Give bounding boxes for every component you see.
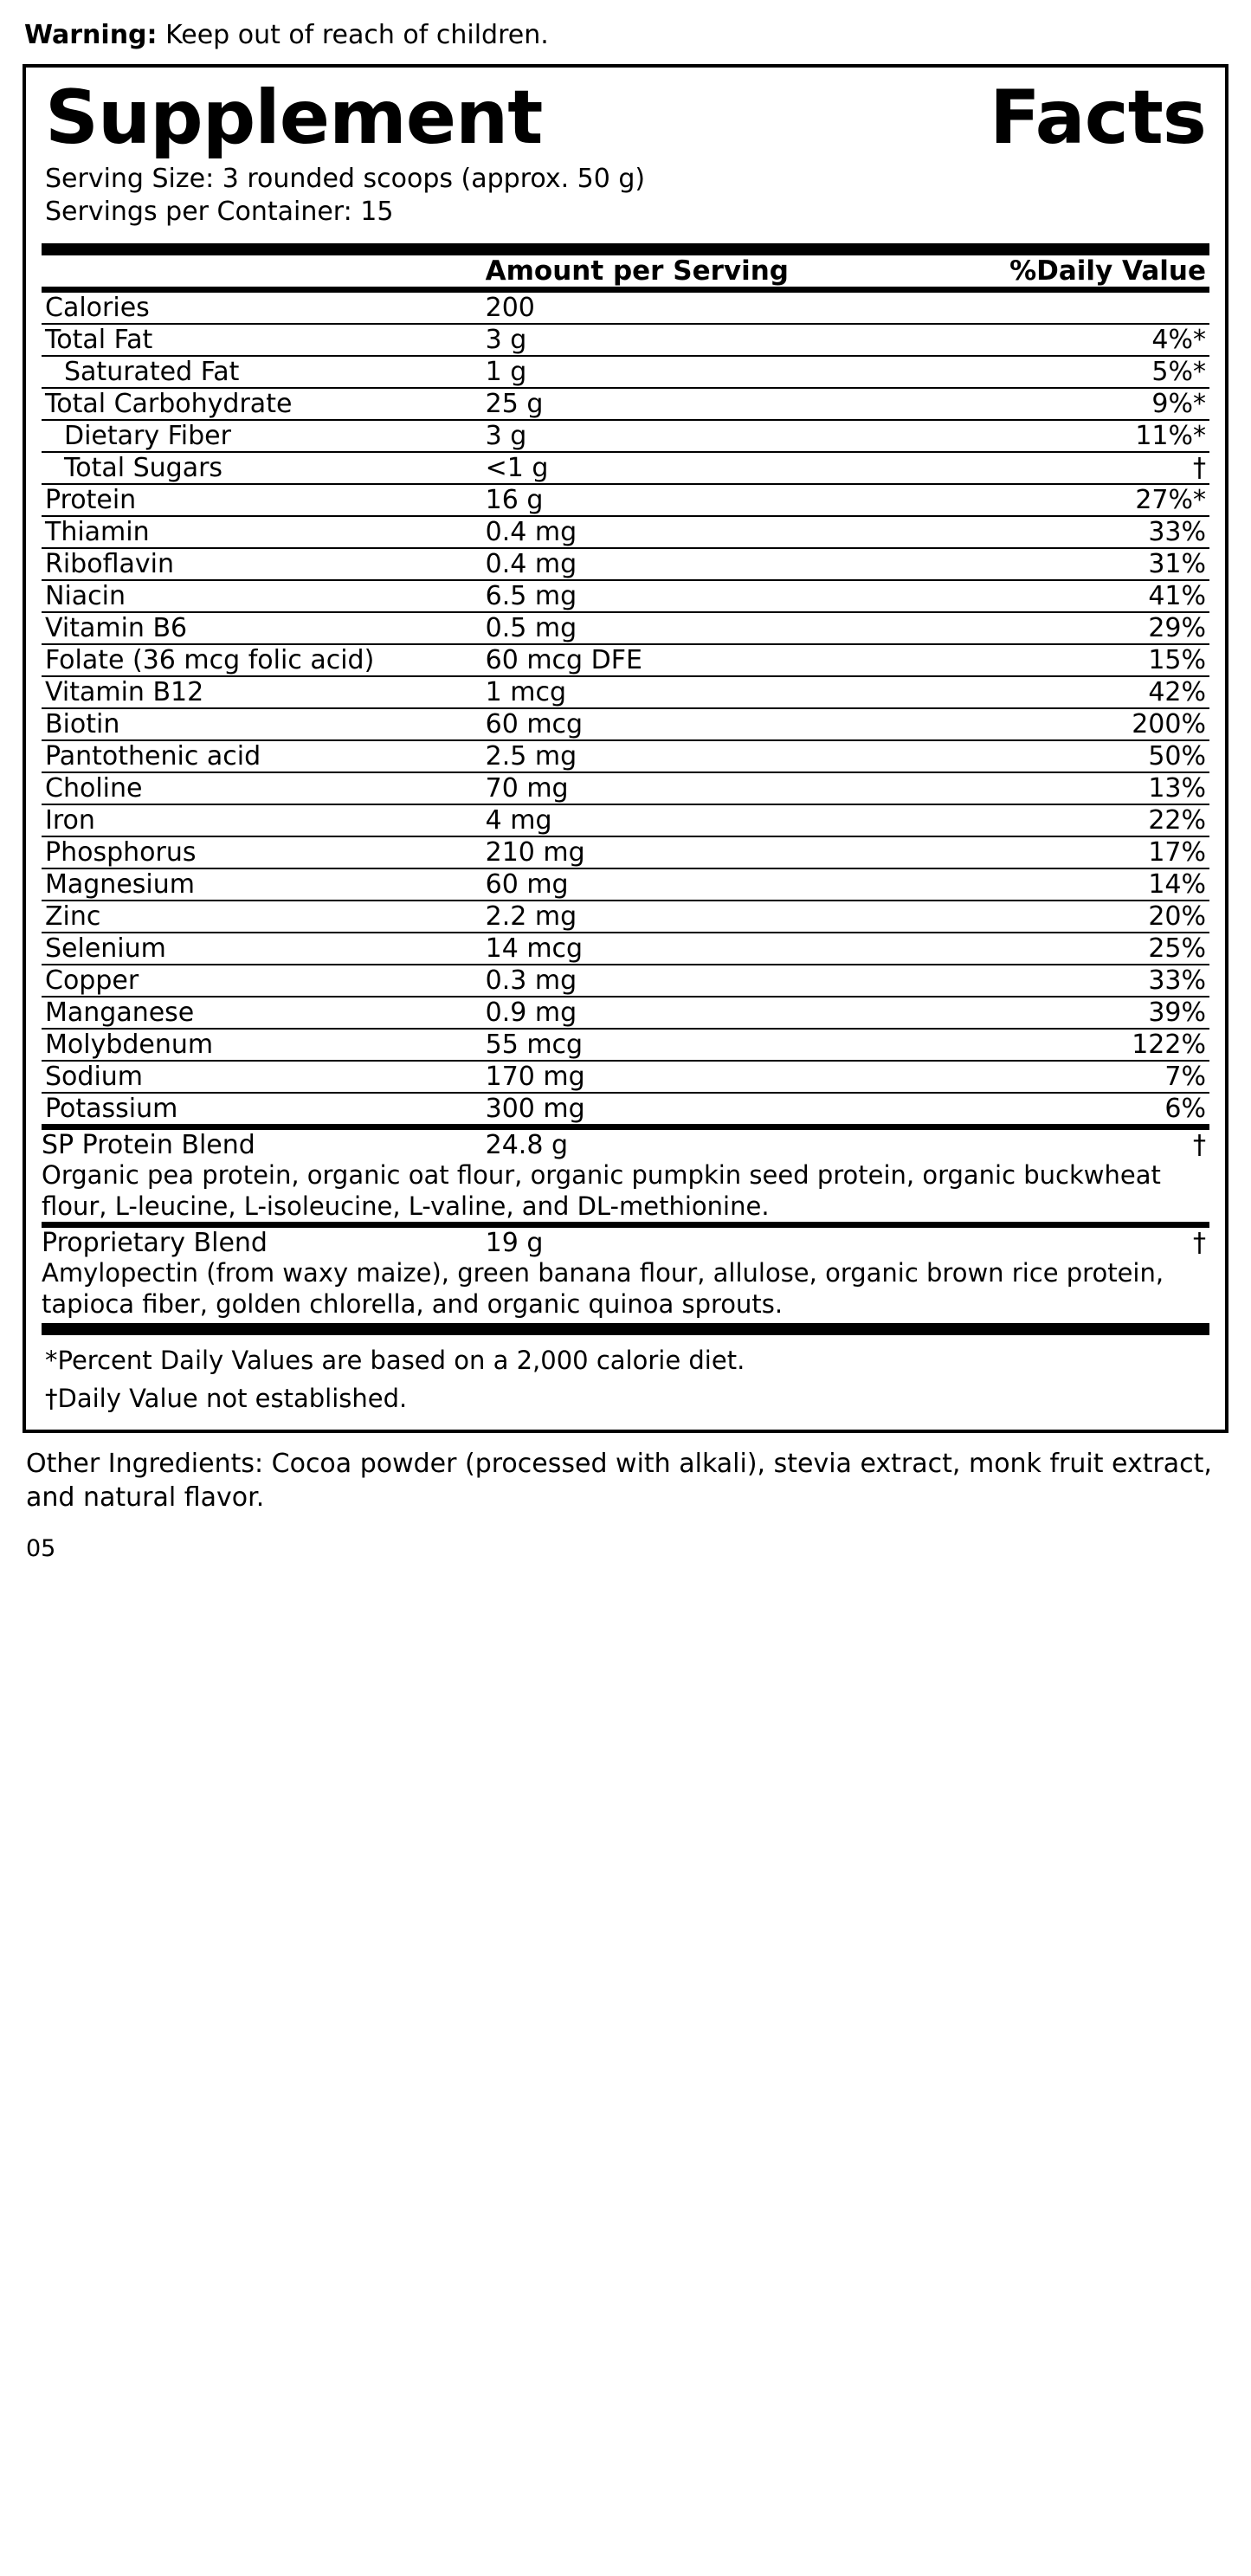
warning-line	[24, 19, 1228, 52]
table-header-row	[42, 255, 1209, 287]
nutrient-amount: 16 g	[486, 484, 883, 516]
nutrient-name: Iron	[42, 804, 486, 836]
nutrient-daily-value: 25%	[882, 933, 1209, 965]
nutrient-name: Sodium	[42, 1061, 486, 1093]
nutrient-amount: 2.2 mg	[486, 901, 883, 933]
nutrient-amount: 3 g	[486, 420, 883, 452]
nutrient-name: Zinc	[42, 901, 486, 933]
nutrient-name: Dietary Fiber	[42, 420, 486, 452]
nutrient-name: Total Sugars	[42, 452, 486, 484]
blend-ingredients-row	[42, 1258, 1209, 1320]
panel-title	[42, 76, 1209, 164]
table-row	[42, 997, 1209, 1029]
table-row	[42, 772, 1209, 804]
nutrient-name: Copper	[42, 965, 486, 997]
nutrient-daily-value: 33%	[882, 965, 1209, 997]
panel-title-left: Supplement	[45, 74, 543, 161]
nutrient-daily-value: †	[882, 452, 1209, 484]
nutrient-amount: 0.4 mg	[486, 516, 883, 548]
nutrient-rows-table	[42, 293, 1209, 1124]
table-row	[42, 580, 1209, 612]
nutrient-daily-value	[882, 293, 1209, 324]
nutrient-amount: 2.5 mg	[486, 740, 883, 772]
nutrient-daily-value: 20%	[882, 901, 1209, 933]
nutrient-daily-value: 5%*	[882, 356, 1209, 388]
servings-per-container: Servings per Container: 15	[45, 196, 394, 227]
nutrient-daily-value: 9%*	[882, 388, 1209, 420]
table-row	[42, 965, 1209, 997]
nutrient-name: Vitamin B12	[42, 676, 486, 708]
nutrient-daily-value: 39%	[882, 997, 1209, 1029]
table-row	[42, 708, 1209, 740]
table-row	[42, 293, 1209, 324]
warning-label: Warning:	[24, 20, 158, 50]
nutrient-amount: 0.3 mg	[486, 965, 883, 997]
blend-header-row	[42, 1225, 1209, 1259]
blend-ingredients: Organic pea protein, organic oat flour, organic pumpkin seed protein, organic buckwheat flour, L-leucine, L-isoleucine, L-valine, and DL-methionine.	[42, 1160, 1161, 1221]
divider-thick-bottom	[42, 1323, 1209, 1335]
nutrient-name: Total Carbohydrate	[42, 388, 486, 420]
nutrient-daily-value: 4%*	[882, 324, 1209, 356]
nutrient-name: Potassium	[42, 1093, 486, 1124]
nutrient-amount: 1 g	[486, 356, 883, 388]
nutrient-daily-value: 27%*	[882, 484, 1209, 516]
nutrient-amount: 3 g	[486, 324, 883, 356]
table-row	[42, 356, 1209, 388]
nutrient-daily-value: 29%	[882, 612, 1209, 644]
table-row	[42, 420, 1209, 452]
nutrient-daily-value: 15%	[882, 644, 1209, 676]
nutrient-daily-value: 11%*	[882, 420, 1209, 452]
divider-thick-top	[42, 243, 1209, 255]
footnote-dv-not-established: †Daily Value not established.	[45, 1383, 408, 1413]
page-number: 05	[26, 1535, 56, 1563]
nutrient-daily-value: 41%	[882, 580, 1209, 612]
blend-name: SP Protein Blend	[42, 1127, 486, 1161]
table-row	[42, 804, 1209, 836]
nutrient-name: Niacin	[42, 580, 486, 612]
nutrient-daily-value: 31%	[882, 548, 1209, 580]
table-row	[42, 933, 1209, 965]
table-row	[42, 868, 1209, 901]
nutrient-name: Saturated Fat	[42, 356, 486, 388]
nutrient-amount: 0.9 mg	[486, 997, 883, 1029]
table-row	[42, 676, 1209, 708]
nutrient-amount: 1 mcg	[486, 676, 883, 708]
blend-daily-value: †	[882, 1127, 1209, 1161]
nutrient-name: Molybdenum	[42, 1029, 486, 1061]
nutrient-name: Selenium	[42, 933, 486, 965]
blend-header-row	[42, 1127, 1209, 1161]
nutrient-amount: 60 mcg DFE	[486, 644, 883, 676]
nutrient-amount: 14 mcg	[486, 933, 883, 965]
table-row	[42, 644, 1209, 676]
nutrient-amount: 4 mg	[486, 804, 883, 836]
nutrient-daily-value: 33%	[882, 516, 1209, 548]
panel-title-right: Facts	[989, 74, 1206, 161]
table-row	[42, 484, 1209, 516]
nutrient-name: Total Fat	[42, 324, 486, 356]
other-ingredients: Other Ingredients: Cocoa powder (processed with alkali), stevia extract, monk fruit extract, and natural flavor.	[26, 1449, 1212, 1514]
blend-ingredients: Amylopectin (from waxy maize), green banana flour, allulose, organic brown rice protein, tapioca fiber, golden chlorella, and organic quinoa sprouts.	[42, 1258, 1164, 1319]
footnotes	[42, 1335, 1209, 1417]
nutrient-daily-value: 6%	[882, 1093, 1209, 1124]
nutrient-name: Folate (36 mcg folic acid)	[42, 644, 486, 676]
table-row	[42, 324, 1209, 356]
table-row	[42, 388, 1209, 420]
footnote-daily-values: *Percent Daily Values are based on a 2,000 calorie diet.	[45, 1345, 745, 1375]
nutrient-name: Protein	[42, 484, 486, 516]
nutrient-name: Choline	[42, 772, 486, 804]
serving-size: Serving Size: 3 rounded scoops (approx. 50 g)	[45, 164, 646, 195]
nutrient-daily-value: 42%	[882, 676, 1209, 708]
nutrient-amount: 210 mg	[486, 836, 883, 868]
nutrient-amount: 55 mcg	[486, 1029, 883, 1061]
table-row	[42, 452, 1209, 484]
nutrient-daily-value: 13%	[882, 772, 1209, 804]
blend-ingredients-row	[42, 1160, 1209, 1224]
nutrient-amount: 70 mg	[486, 772, 883, 804]
nutrient-name: Biotin	[42, 708, 486, 740]
nutrient-daily-value: 7%	[882, 1061, 1209, 1093]
nutrient-name: Calories	[45, 293, 150, 324]
table-row	[42, 516, 1209, 548]
nutrient-daily-value: 200%	[882, 708, 1209, 740]
header-blank	[42, 255, 486, 287]
nutrient-name: Thiamin	[42, 516, 486, 548]
table-row	[42, 836, 1209, 868]
nutrient-daily-value: 17%	[882, 836, 1209, 868]
nutrient-name: Pantothenic acid	[42, 740, 486, 772]
table-row	[42, 1029, 1209, 1061]
nutrient-daily-value: 50%	[882, 740, 1209, 772]
nutrient-name: Vitamin B6	[42, 612, 486, 644]
table-row	[42, 1093, 1209, 1124]
blend-daily-value: †	[882, 1225, 1209, 1259]
blend-amount: 19 g	[486, 1225, 883, 1259]
warning-text: Keep out of reach of children.	[157, 20, 549, 50]
nutrient-amount: 6.5 mg	[486, 580, 883, 612]
nutrient-amount: 60 mg	[486, 868, 883, 901]
nutrition-table	[42, 255, 1209, 287]
nutrient-amount: 0.5 mg	[486, 612, 883, 644]
nutrient-name: Magnesium	[42, 868, 486, 901]
divider-med-under-header	[42, 287, 1209, 293]
blends-table	[42, 1124, 1209, 1320]
table-row	[42, 548, 1209, 580]
blend-amount: 24.8 g	[486, 1127, 883, 1161]
nutrient-daily-value: 14%	[882, 868, 1209, 901]
table-row	[42, 1061, 1209, 1093]
table-row	[42, 612, 1209, 644]
nutrient-amount: 170 mg	[486, 1061, 883, 1093]
header-daily-value: %Daily Value	[1009, 255, 1206, 287]
nutrient-amount: 25 g	[486, 388, 883, 420]
table-row	[42, 901, 1209, 933]
header-amount-per-serving: Amount per Serving	[485, 255, 789, 287]
nutrient-daily-value: 122%	[882, 1029, 1209, 1061]
nutrient-amount: <1 g	[486, 452, 883, 484]
nutrient-amount: 300 mg	[486, 1093, 883, 1124]
blend-name: Proprietary Blend	[42, 1225, 486, 1259]
nutrient-amount: 60 mcg	[486, 708, 883, 740]
nutrient-amount: 0.4 mg	[486, 548, 883, 580]
table-row	[42, 740, 1209, 772]
nutrient-name: Riboflavin	[42, 548, 486, 580]
supplement-facts-panel	[23, 64, 1228, 1434]
nutrient-amount: 200	[485, 293, 535, 324]
nutrient-daily-value: 22%	[882, 804, 1209, 836]
nutrient-name: Phosphorus	[42, 836, 486, 868]
nutrient-name: Manganese	[42, 997, 486, 1029]
